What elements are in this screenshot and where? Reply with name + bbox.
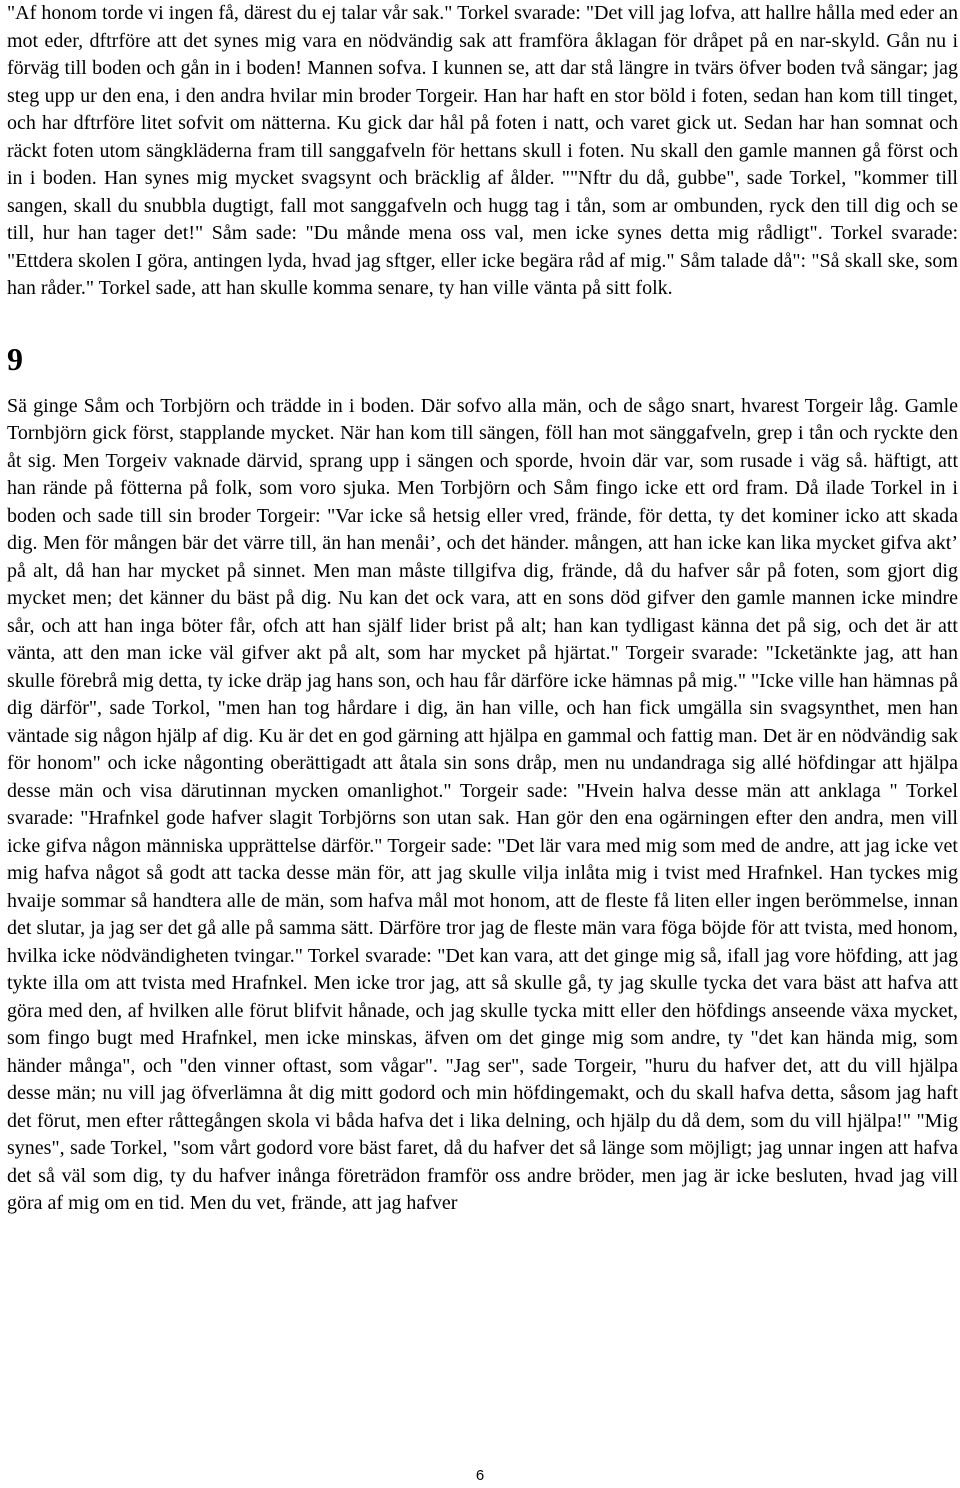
body-paragraph-2: Sä ginge Såm och Torbjörn och trädde in i boden. Där sofvo alla män, och de sågo snart, hvarest Torgeir låg. Gamle Tornbjörn gick först, stapplande mycket. När han kom till sängen, föll han mot sänggafveln, grep i tån och ryckte den åt sig. Men Torgeiv vaknade därvid, sprang upp i sängen och sporde, hvoin där var, som rusade i väg så. häftigt, att han rände på fötterna på folk, som voro sjuka. Men Torbjörn och Såm fingo icke ett ord fram. Då ilade Torkel in i boden och sade till sin broder Torgeir: "Var icke så hetsig eller vred, frände, för detta, ty det kominer icko att skada dig. Men för mången bär det värre till, än han menåi’, och det händer. mången, att han icke kan lika mycket gifva akt’ på alt, då han har mycket på sinnet. Men man måste tillgifva dig, frände, då du hafver sår på foten, som gjort dig mycket men; det känner du bäst på dig. Nu kan det ock vara, att en sons död gifver den gamle mannen icke mindre sår, och att han inga böter får, ofch att han själf lider brist på alt; han kan tydligast känna det på sig, och det är att vänta, att den man icke väl gifver akt på alt, som har mycket på hjärtat." Torgeir svarade: "Icketänkte jag, att han skulle förebrå mig detta, ty icke dräp jag hans son, och hau får därföre icke hämnas på mig." "Icke ville han hämnas på dig därför", sade Torkol, "men han tog hårdare i dig, än han ville, och han fick umgälla sin svagsynthet, men han väntade sig någon hjälp af dig. Ku är det en god gärning att hjälpa en gammal och fattig man. Det är en nödvändig sak för honom" och icke någonting oberättigadt att åtala sin sons dråp, men nu undandraga sig allé höfdingar att hjälpa desse män och visa därutinnan mycken omanlighot." Torgeir sade: "Hvein halva desse män att anklaga " Torkel svarade: "Hrafnkel gode hafver slagit Torbjörns son utan sak. Han gör den ena ogärningen efter den andra, men vill icke gifva någon människa upprättelse därför." Torgeir sade: "Det lär vara med mig som med de andre, att jag icke vet mig hafva något så godt att tacka desse män för, att jag skulle vilja inlåta mig i tvist med Hrafnkel. Han tyckes mig hvaije sommar så handtera alle de män, som hafva mål mot honom, att de fleste få liten eller ingen berömmelse, innan det slutar, ja jag ser det gå alle på samma sätt. Därföre tror jag de fleste män vara föga böjde för att tvista, med honom, hvilka icke nödvändigheten tvingar." Torkel svarade: "Det kan vara, att det ginge mig så, ifall jag vore höfding, att jag tykte illa om att tvista med Hrafnkel. Men icke tror jag, att så skulle gå, ty jag skulle tycka det vara bäst att hafva att göra med den, af hvilken alle förut blifvit hånade, och jag skulle tycka mitt eller den höfdings anseende växa mycket, som fingo bugt med Hrafnkel, men icke minskas, äfven om det ginge mig som andre, ty "det kan hända mig, som händer många", och "den vinner oftast, som vågar". "Jag ser", sade Torgeir, "huru du hafver det, att du vill hjälpa desse män; nu vill jag öfverlämna åt dig mitt godord och min höfdingemakt, och du skall hafva detta, såsom jag haft det förut, men efter råttegången skola vi båda hafva det i lika delning, och hjälp du då dem, som du vill hjälpa!" "Mig synes", sade Torkel, "som vårt godord vore bäst faret, då du hafver det så länge som möjligt; jag unnar ingen att hafva det så väl som dig, ty du hafver inånga företrädon framför oss andre bröder, men jag är icke besluten, hvad jag vill göra af mig om en tid. Men du vet, frände, att jag hafver — [7, 394, 958, 1214]
document-page — [7, 0, 958, 1218]
page-number: 6 — [475, 1467, 485, 1484]
chapter-heading: 9 — [7, 340, 23, 377]
body-paragraph-1: "Af honom torde vi ingen få, därest du ej talar vår sak." Torkel svarade: "Det vill jag lofva, att hallre hålla med eder an mot eder, dftrföre att det synes mig vara en nödvändig sak att framföra åklagan för dråpet på en nar-skyld. Gån nu i förväg till boden och gån in i boden! Mannen sofva. I kunnen se, att dar stå längre in tvärs öfver boden två sängar; jag steg upp ur den ena, i den andra hvilar min broder Torgeir. Han har haft en stor böld i foten, sedan han kom till tinget, och har dftrföre litet sofvit om nätterna. Ku gick dar hål på foten i natt, och varet gick ut. Sedan har han somnat och räckt foten utom sängkläderna fram till sanggafveln för hettans skull i foten. Nu skall den gamle mannen gå först och in i boden. Han synes mig mycket svagsynt och bräcklig af ålder. ""Nftr du då, gubbe", sade Torkel, "kommer till sangen, skall du snubbla dugtigt, fall mot sanggafveln och hugg tag i tån, som ar ombunden, ryck den till dig och se till, hur han tager det!" Såm sade: "Du månde mena oss val, men icke synes detta mig rådligt". Torkel svarade: "Ettdera skolen I göra, antingen lyda, hvad jag sftger, eller icke begära råd af mig." Såm talade då": "Så skall ske, som han råder." Torkel sade, att han skulle komma senare, ty han ville vänta på sitt folk. — [7, 2, 958, 299]
